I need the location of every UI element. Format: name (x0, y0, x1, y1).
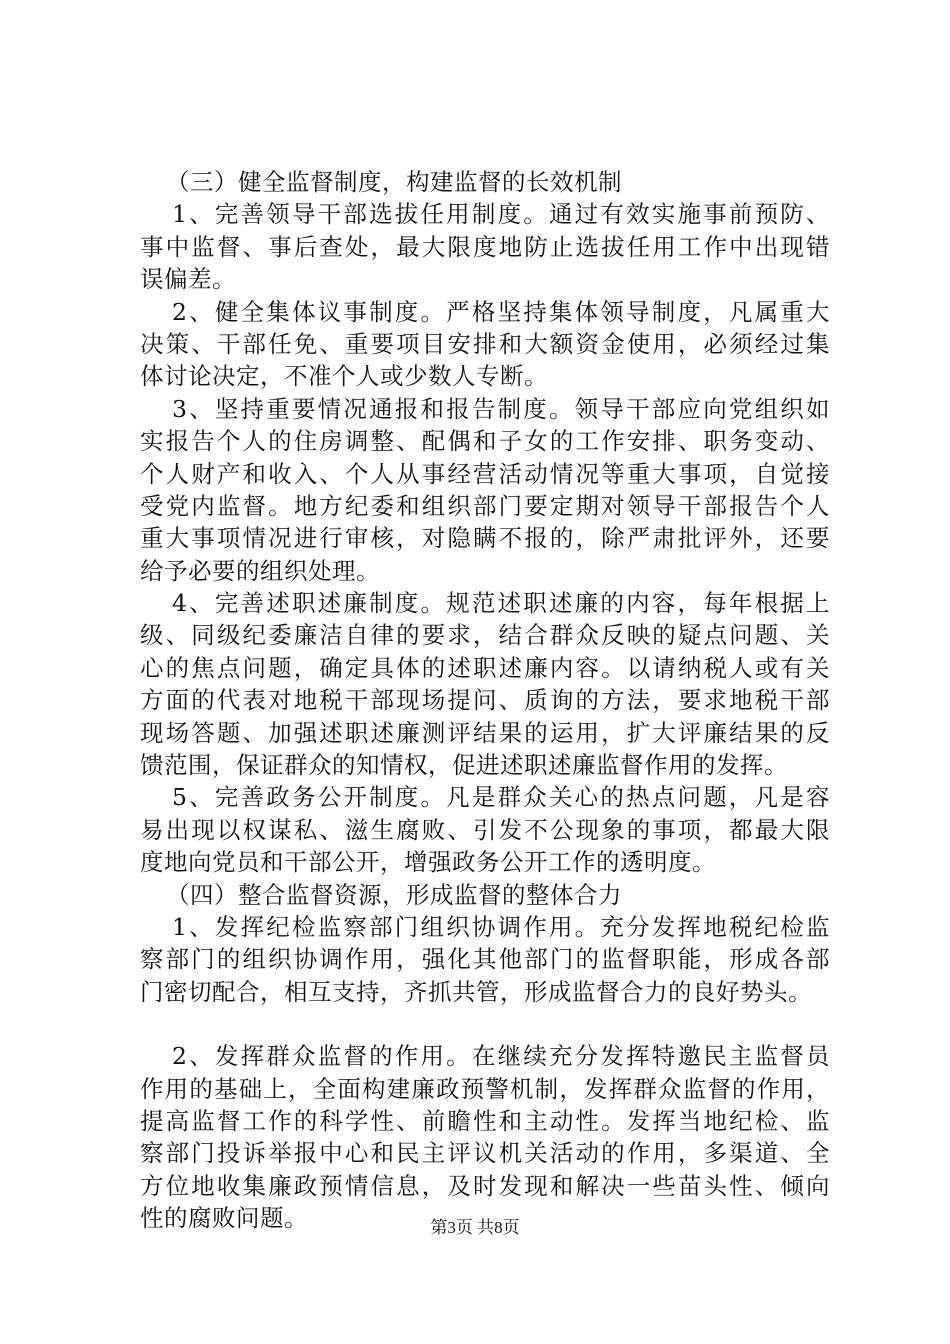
paragraph-line: 2、发挥群众监督的作用。在继续充分发挥特邀民主监督员 (172, 1042, 830, 1071)
paragraph-line: 易出现以权谋私、滋生腐败、引发不公现象的事项，都最大限 (140, 815, 830, 844)
paragraph-line: 作用的基础上，全面构建廉政预警机制，发挥群众监督的作用， (140, 1074, 830, 1103)
paragraph-line: 1、完善领导干部选拔任用制度。通过有效实施事前预防、 (172, 200, 830, 229)
paragraph-line: 体讨论决定，不准个人或少数人专断。 (140, 362, 548, 391)
paragraph-line: 方位地收集廉政预情信息，及时发现和解决一些苗头性、倾向 (140, 1171, 830, 1200)
paragraph-line: 级、同级纪委廉洁自律的要求，结合群众反映的疑点问题、关 (140, 621, 830, 650)
paragraph-spacer (140, 1008, 830, 1040)
paragraph-line: 受党内监督。地方纪委和组织部门要定期对领导干部报告个人 (140, 491, 830, 520)
paragraph-line: 1、发挥纪检监察部门组织协调作用。充分发挥地税纪检监 (172, 912, 830, 941)
paragraph-line: 察部门投诉举报中心和民主评议机关活动的作用，多渠道、全 (140, 1139, 830, 1168)
section-heading-4: （四）整合监督资源，形成监督的整体合力 (166, 880, 622, 909)
paragraph-line: 个人财产和收入、个人从事经营活动情况等重大事项，自觉接 (140, 459, 830, 488)
paragraph-line: 实报告个人的住房调整、配偶和子女的工作安排、职务变动、 (140, 427, 830, 456)
paragraph-line: 性的腐败问题。 (140, 1204, 308, 1233)
paragraph-line: 3、坚持重要情况通报和报告制度。领导干部应向党组织如 (172, 394, 830, 423)
paragraph-line: 门密切配合，相互支持，齐抓共管，形成监督合力的良好势头。 (140, 977, 812, 1006)
paragraph-line: 方面的代表对地税干部现场提问、质询的方法，要求地税干部 (140, 686, 830, 715)
paragraph-line: 事中监督、事后查处，最大限度地防止选拔任用工作中出现错 (140, 232, 830, 261)
paragraph-line: 馈范围，保证群众的知情权，促进述职述廉监督作用的发挥。 (140, 751, 788, 780)
paragraph-line: 决策、干部任免、重要项目安排和大额资金使用，必须经过集 (140, 329, 830, 358)
paragraph-line: 2、健全集体议事制度。严格坚持集体领导制度，凡属重大 (172, 297, 830, 326)
paragraph-line: 4、完善述职述廉制度。规范述职述廉的内容，每年根据上 (172, 589, 830, 618)
paragraph-line: 5、完善政务公开制度。凡是群众关心的热点问题，凡是容 (172, 783, 830, 812)
paragraph-line: 现场答题、加强述职述廉测评结果的运用，扩大评廉结果的反 (140, 718, 830, 747)
document-body (140, 166, 830, 1235)
paragraph-line: 给予必要的组织处理。 (140, 556, 380, 585)
paragraph-line: 误偏差。 (140, 265, 236, 294)
paragraph-line: 察部门的组织协调作用，强化其他部门的监督职能，形成各部 (140, 945, 830, 974)
page-number: 第3页 共8页 (430, 1218, 520, 1237)
paragraph-line: 重大事项情况进行审核，对隐瞒不报的，除严肃批评外，还要 (140, 524, 830, 553)
paragraph-line: 度地向党员和干部公开，增强政务公开工作的透明度。 (140, 848, 716, 877)
paragraph-line: 心的焦点问题，确定具体的述职述廉内容。以请纳税人或有关 (140, 653, 830, 682)
paragraph-line: 提高监督工作的科学性、前瞻性和主动性。发挥当地纪检、监 (140, 1106, 830, 1135)
section-heading-3: （三）健全监督制度，构建监督的长效机制 (166, 168, 622, 196)
